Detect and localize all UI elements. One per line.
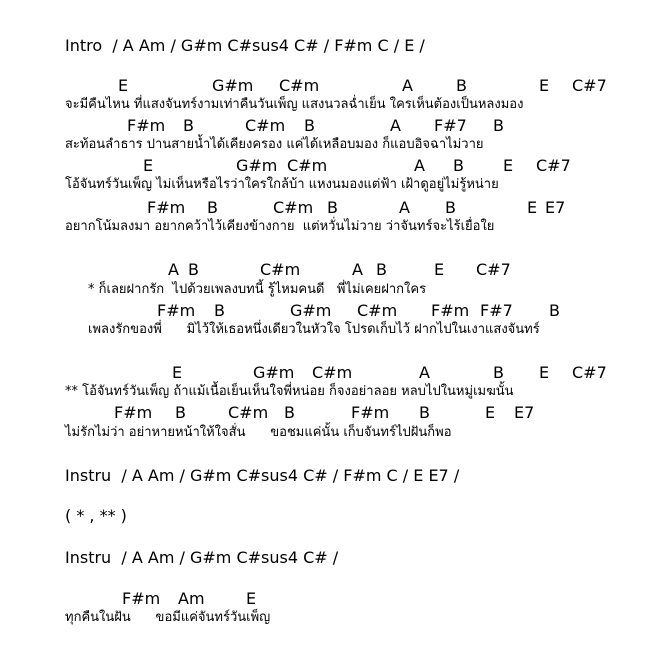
chord: C#m bbox=[312, 363, 353, 382]
chord: B bbox=[284, 403, 295, 422]
chord: F#7 bbox=[434, 116, 467, 135]
chord: B bbox=[214, 301, 225, 320]
chord: E7 bbox=[545, 198, 566, 217]
chord: C#m bbox=[245, 116, 286, 135]
lyric-line: ** โอ้จันทร์วันเพ็ญ ถ้าแม้เนื้อเย็นเห็นใจพี่หน่อย ก็จงอย่าลอย หลบไปในหมู่เมฆนั้น bbox=[65, 384, 514, 399]
chord: C#7 bbox=[476, 260, 511, 279]
chord: C#7 bbox=[572, 76, 607, 95]
chord: G#m bbox=[212, 76, 254, 95]
chord: C#7 bbox=[572, 363, 607, 382]
chord: B bbox=[549, 301, 560, 320]
lyric-line: จะมีคืนไหน ที่แสงจันทร์งามเท่าคืนวันเพ็ญ แสงนวลฉ่ำเย็น ใครเห็นต้องเป็นหลงมอง bbox=[65, 97, 524, 112]
chord: F#m bbox=[157, 301, 196, 320]
chord: F#m bbox=[114, 403, 153, 422]
chord: A bbox=[419, 363, 430, 382]
section-line: Instru / A Am / G#m C#sus4 C# / F#m C / E E7 / bbox=[65, 466, 460, 485]
lyric-line: อยากโน้มลงมา อยากคว้าไว้เคียงข้างกาย แต่หวั่นไม่วาย ว่าจันทร์จะไร้เยื่อใย bbox=[65, 219, 495, 234]
chord: E7 bbox=[514, 403, 535, 422]
chord: E bbox=[527, 198, 538, 217]
chord: E bbox=[539, 76, 550, 95]
chord: C#m bbox=[273, 198, 314, 217]
chord: C#7 bbox=[536, 156, 571, 175]
chord: F#7 bbox=[480, 301, 513, 320]
chord: F#m bbox=[147, 198, 186, 217]
chord: B bbox=[445, 198, 456, 217]
chord: G#m bbox=[253, 363, 295, 382]
chord: Am bbox=[178, 589, 205, 608]
chord: F#m bbox=[122, 589, 161, 608]
chord: B bbox=[175, 403, 186, 422]
lyric-line: สะท้อนลำธาร ปานสายน้ำได้เคียงครอง แค่ได้เหลือบมอง ก็แอบอิจฉาไม่วาย bbox=[65, 137, 484, 152]
chord: E bbox=[246, 589, 257, 608]
chord: F#m bbox=[351, 403, 390, 422]
chord: B bbox=[376, 260, 387, 279]
chord: A bbox=[414, 156, 425, 175]
chord: E bbox=[434, 260, 445, 279]
chord: C#m bbox=[228, 403, 269, 422]
lyric-line: ไม่รักไม่ว่า อย่าหายหน้าให้ใจสั่น ขอชมแค่นั้น เก็บจันทร์ไปฝันก็พอ bbox=[65, 425, 452, 440]
chord: E bbox=[485, 403, 496, 422]
chord: B bbox=[327, 198, 338, 217]
chord: A bbox=[168, 260, 179, 279]
chord: A bbox=[390, 116, 401, 135]
chord: B bbox=[188, 260, 199, 279]
lyric-line: ทุกคืนในฝัน ขอมีแค่จันทร์วันเพ็ญ bbox=[65, 610, 271, 625]
chord: C#m bbox=[260, 260, 301, 279]
chord: F#m bbox=[431, 301, 470, 320]
chord: B bbox=[493, 116, 504, 135]
chord: E bbox=[118, 76, 129, 95]
chord: B bbox=[207, 198, 218, 217]
lyric-line: * ก็เลยฝากรัก ไปด้วยเพลงบทนี้ รู้ไหมคนดี พี่ไม่เคยฝากใคร bbox=[88, 282, 427, 297]
chord: E bbox=[172, 363, 183, 382]
chord: E bbox=[503, 156, 514, 175]
chord: A bbox=[402, 76, 413, 95]
chord: B bbox=[304, 116, 315, 135]
chord: B bbox=[453, 156, 464, 175]
chord: E bbox=[143, 156, 154, 175]
lyric-line: โอ้จันทร์วันเพ็ญ ไม่เห็นหรือไรว่าใครใกล้บ้า แหงนมองแต่ฟ้า เฝ้าดูอยู่ไม่รู้หน่าย bbox=[65, 177, 499, 192]
chord: B bbox=[419, 403, 430, 422]
chord: B bbox=[183, 116, 194, 135]
chord: C#m bbox=[357, 301, 398, 320]
chord: A bbox=[399, 198, 410, 217]
lyric-line: เพลงรักของพี่ มิไว้ให้เธอหนึ่งเดียวในหัวใจ โปรดเก็บไว้ ฝากไปในเงาแสงจันทร์ bbox=[88, 322, 540, 337]
chord: F#m bbox=[127, 116, 166, 135]
chord: G#m bbox=[236, 156, 278, 175]
chord: B bbox=[493, 363, 504, 382]
section-line: ( * , ** ) bbox=[65, 506, 127, 525]
chord: C#m bbox=[279, 76, 320, 95]
section-line: Intro / A Am / G#m C#sus4 C# / F#m C / E / bbox=[65, 36, 425, 55]
chord: E bbox=[539, 363, 550, 382]
chord: A bbox=[352, 260, 363, 279]
section-line: Instru / A Am / G#m C#sus4 C# / bbox=[65, 548, 339, 567]
chord: B bbox=[456, 76, 467, 95]
chord: C#m bbox=[287, 156, 328, 175]
chord: G#m bbox=[290, 301, 332, 320]
